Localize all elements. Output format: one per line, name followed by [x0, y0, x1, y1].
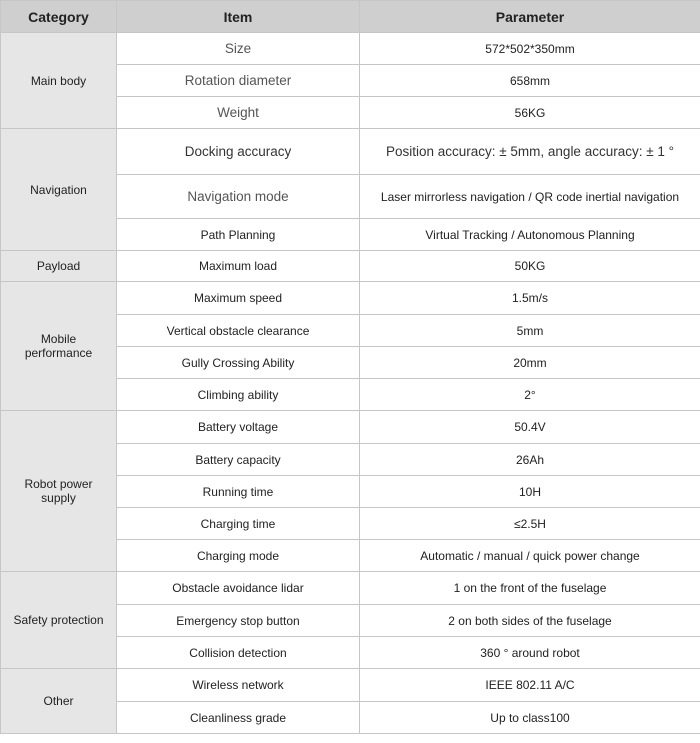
category-label: Navigation	[30, 182, 87, 197]
item-cell: Battery capacity	[117, 444, 360, 476]
parameter-cell: 26Ah	[360, 444, 700, 476]
table-row	[1, 251, 700, 282]
item-cell: Rotation diameter	[117, 65, 360, 97]
item-cell: Gully Crossing Ability	[117, 347, 360, 379]
item-cell: Vertical obstacle clearance	[117, 315, 360, 347]
category-label: Mobile performance	[24, 332, 93, 360]
parameter-cell: 1.5m/s	[360, 282, 700, 315]
category-label: Robot power supply	[24, 477, 93, 505]
parameter-cell: Up to class100	[360, 702, 700, 734]
category-cell	[1, 572, 117, 669]
parameter-cell: Laser mirrorless navigation / QR code inertial navigation	[360, 175, 700, 219]
item-cell: Charging time	[117, 508, 360, 540]
header-item: Item	[117, 1, 360, 33]
item-cell: Running time	[117, 476, 360, 508]
table-row	[1, 282, 700, 315]
category-cell	[1, 669, 117, 734]
item-cell: Charging mode	[117, 540, 360, 572]
category-cell	[1, 129, 117, 251]
item-cell: Docking accuracy	[117, 129, 360, 175]
parameter-cell: ≤2.5H	[360, 508, 700, 540]
item-cell: Collision detection	[117, 637, 360, 669]
item-cell: Cleanliness grade	[117, 702, 360, 734]
parameter-cell: Position accuracy: ± 5mm, angle accuracy: ± 1 °	[360, 129, 700, 175]
category-cell	[1, 251, 117, 282]
category-label: Other	[43, 694, 74, 708]
table-row	[1, 129, 700, 175]
item-cell: Weight	[117, 97, 360, 129]
parameter-cell: 658mm	[360, 65, 700, 97]
item-cell: Path Planning	[117, 219, 360, 251]
item-cell: Navigation mode	[117, 175, 360, 219]
item-cell: Maximum load	[117, 251, 360, 282]
parameter-cell: 10H	[360, 476, 700, 508]
item-cell: Climbing ability	[117, 379, 360, 411]
parameter-cell: 56KG	[360, 97, 700, 129]
category-cell	[1, 282, 117, 411]
spec-body	[1, 33, 700, 734]
item-cell: Battery voltage	[117, 411, 360, 444]
table-row	[1, 411, 700, 444]
parameter-cell: Virtual Tracking / Autonomous Planning	[360, 219, 700, 251]
category-cell	[1, 33, 117, 129]
category-cell	[1, 411, 117, 572]
parameter-cell: 2 on both sides of the fuselage	[360, 605, 700, 637]
parameter-cell: 5mm	[360, 315, 700, 347]
category-label: Main body	[30, 73, 87, 88]
item-cell: Emergency stop button	[117, 605, 360, 637]
parameter-cell: 572*502*350mm	[360, 33, 700, 65]
item-cell: Maximum speed	[117, 282, 360, 315]
parameter-cell: 2°	[360, 379, 700, 411]
parameter-cell: Automatic / manual / quick power change	[360, 540, 700, 572]
category-label: Payload	[36, 259, 81, 273]
table-row	[1, 33, 700, 65]
parameter-cell: 20mm	[360, 347, 700, 379]
header-category: Category	[1, 1, 117, 33]
parameter-cell: 50.4V	[360, 411, 700, 444]
item-cell: Size	[117, 33, 360, 65]
table-row	[1, 669, 700, 702]
header-row	[1, 1, 700, 33]
parameter-cell: 1 on the front of the fuselage	[360, 572, 700, 605]
parameter-cell: 50KG	[360, 251, 700, 282]
item-cell: Obstacle avoidance lidar	[117, 572, 360, 605]
parameter-cell: IEEE 802.11 A/C	[360, 669, 700, 702]
category-label: Safety protection	[13, 613, 104, 627]
item-cell: Wireless network	[117, 669, 360, 702]
parameter-cell: 360 ° around robot	[360, 637, 700, 669]
table-row	[1, 572, 700, 605]
header-parameter: Parameter	[360, 1, 700, 33]
